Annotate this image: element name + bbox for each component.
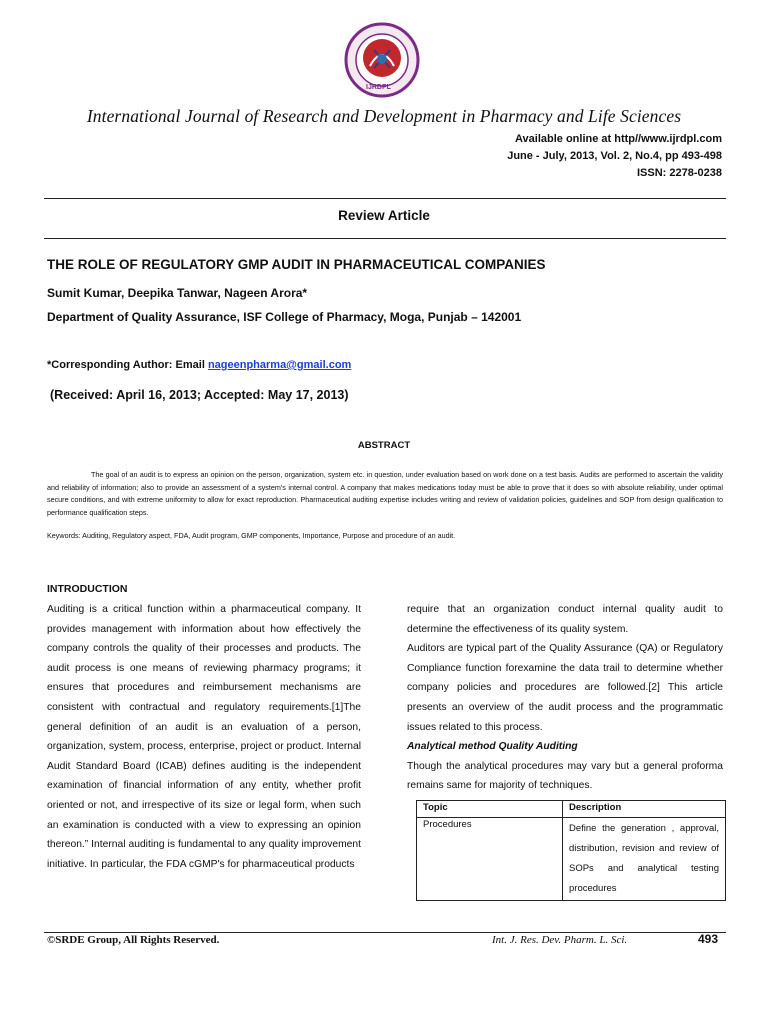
right-paragraph-1: require that an organization conduct internal quality audit to determine the effectiveness of its quality system. [407, 604, 723, 635]
table-row [417, 818, 726, 901]
abstract-text: The goal of an audit is to express an opinion on the person, organization, system etc. in question, under evaluation based on work done on a test basis. Audits are performed to ascertain the validity and reliability of information; also to provide an assessment of a system's internal control. A company that makes medications today must be able to prove that it does so with absolute reliability, under optimal secure conditions, and with extreme uniformity to allow for exact reproduction. Pharmaceutical auditing expertise includes writing and review of validation policies, guidelines and SOP from design qualification to performance qualification steps. [47, 470, 723, 517]
table-cell-topic: Procedures [417, 818, 563, 901]
right-paragraph-3: Though the analytical procedures may vary but a general proforma remains same for majority of techniques. [407, 760, 723, 792]
issue-line: June - July, 2013, Vol. 2, No.4, pp 493-498 [507, 150, 722, 162]
right-paragraph-2: Auditors are typical part of the Quality Assurance (QA) or Regulatory Compliance function forexamine the data trail to determine whether company policies and procedures are followed.[2] This article presents an overview of the audit process and the programmatic issues related to this process. [407, 643, 723, 733]
introduction-heading: INTRODUCTION [47, 583, 128, 595]
abstract-body [47, 469, 723, 519]
table-cell-description: Define the generation , approval, distribution, revision and review of SOPs and analytical testing procedures [563, 818, 726, 901]
corresponding-label: *Corresponding Author: Email [47, 359, 208, 371]
table-header-topic: Topic [417, 801, 563, 818]
article-department: Department of Quality Assurance, ISF College of Pharmacy, Moga, Punjab – 142001 [47, 310, 522, 324]
introduction-right-column [407, 600, 723, 796]
topics-table [416, 800, 726, 901]
article-authors: Sumit Kumar, Deepika Tanwar, Nageen Arora* [47, 286, 308, 300]
journal-title: International Journal of Research and Development in Pharmacy and Life Sciences [86, 106, 682, 126]
article-dates: (Received: April 16, 2013; Accepted: May 17, 2013) [50, 388, 349, 402]
availability-line [515, 131, 722, 148]
footer-copyright: ©SRDE Group, All Rights Reserved. [47, 934, 220, 946]
logo-text: IJRDPL [366, 84, 391, 91]
footer-journal-abbrev: Int. J. Res. Dev. Pharm. L. Sci. [492, 934, 628, 946]
header-rule-top [44, 198, 726, 199]
corresponding-email-link[interactable]: nageenpharma@gmail.com [207, 359, 352, 371]
abstract-heading: ABSTRACT [357, 440, 411, 451]
introduction-left-column [47, 600, 361, 874]
table-header-row [417, 801, 726, 818]
footer-rule [44, 932, 726, 933]
article-title: THE ROLE OF REGULATORY GMP AUDIT IN PHARMACEUTICAL COMPANIES [47, 257, 546, 272]
availability-text: Available online at http//www.ijrdpl.com [515, 133, 722, 145]
issn-line: ISSN: 2278-0238 [637, 167, 722, 179]
page-number: 493 [698, 932, 719, 946]
corresponding-author [47, 359, 351, 371]
article-type: Review Article [338, 208, 430, 223]
header-rule-bottom [44, 238, 726, 239]
analytical-subheading: Analytical method Quality Auditing [407, 741, 578, 753]
table-header-description: Description [563, 801, 726, 818]
keywords: Keywords: Auditing, Regulatory aspect, FDA, Audit program, GMP components, Importance, Purpose and procedure of an audit. [47, 531, 456, 540]
introduction-paragraph: Auditing is a critical function within a pharmaceutical company. It provides management with information about how effectively the company controls the quality of their processes and products. The audit process is one means of reviewing pharmacy programs; it ensures that procedures and reimbursement mechanisms are consistent with contractual and regulatory requirements.[1]The general definition of an audit is an evaluation of a person, organization, system, process, enterprise, project or product. Internal Audit Standard Board (ICAB) defines auditing is the independent examination of financial information of any entity, whether profit oriented or not, and irrespective of its size or legal form, when such an examination is conducted with a view to expressing an opinion thereon.” Internal auditing is fundamental to any quality improvement initiative. In particular, the FDA cGMP's for pharmaceutical products [47, 604, 361, 870]
